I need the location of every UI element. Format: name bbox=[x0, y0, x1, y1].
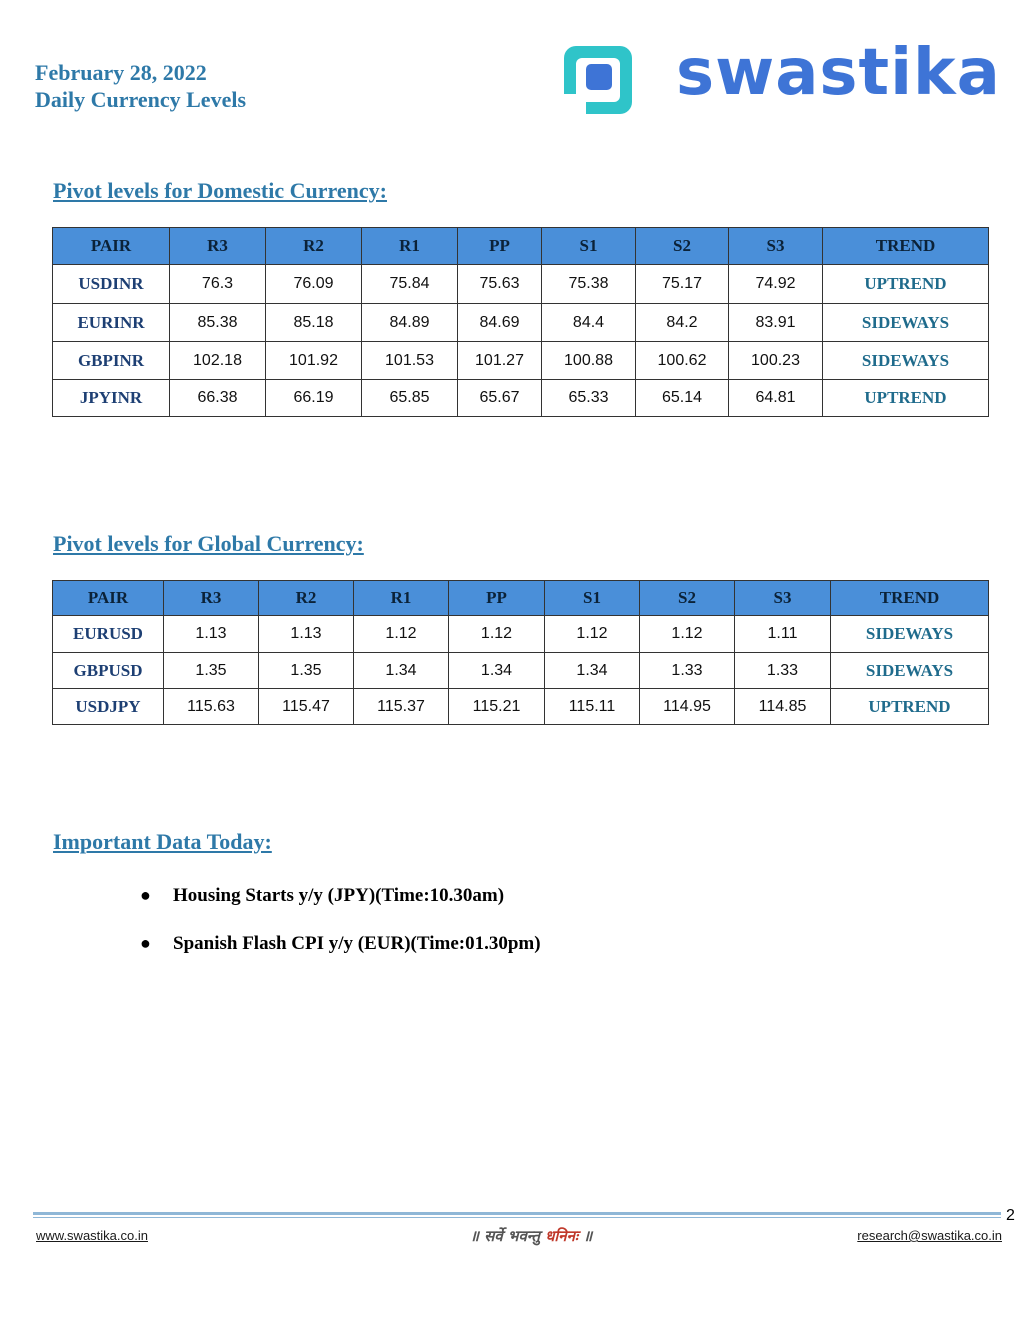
level-cell-s1: 75.38 bbox=[542, 265, 636, 304]
level-cell-r1: 75.84 bbox=[362, 265, 458, 304]
pair-cell: GBPINR bbox=[53, 342, 170, 380]
level-cell-r3: 1.13 bbox=[164, 616, 259, 653]
column-header-s2: S2 bbox=[636, 228, 729, 265]
footer-divider bbox=[33, 1212, 1001, 1215]
table-row bbox=[53, 689, 989, 725]
level-cell-s1: 115.11 bbox=[545, 689, 640, 725]
pair-cell: GBPUSD bbox=[53, 653, 164, 689]
level-cell-s2: 1.33 bbox=[640, 653, 735, 689]
level-cell-pp: 75.63 bbox=[458, 265, 542, 304]
column-header-pp: PP bbox=[449, 581, 545, 616]
swastika-logo bbox=[560, 36, 1001, 120]
column-header-trend: TREND bbox=[823, 228, 989, 265]
level-cell-pp: 1.34 bbox=[449, 653, 545, 689]
bullet-icon: ● bbox=[140, 933, 151, 953]
level-cell-s2: 75.17 bbox=[636, 265, 729, 304]
level-cell-r3: 85.38 bbox=[170, 304, 266, 342]
column-header-s1: S1 bbox=[542, 228, 636, 265]
level-cell-r1: 115.37 bbox=[354, 689, 449, 725]
level-cell-s3: 64.81 bbox=[729, 380, 823, 417]
column-header-r2: R2 bbox=[259, 581, 354, 616]
column-header-r3: R3 bbox=[164, 581, 259, 616]
table-row bbox=[53, 265, 989, 304]
level-cell-s1: 65.33 bbox=[542, 380, 636, 417]
trend-cell: SIDEWAYS bbox=[823, 342, 989, 380]
level-cell-r2: 101.92 bbox=[266, 342, 362, 380]
level-cell-pp: 115.21 bbox=[449, 689, 545, 725]
global-section-title: Pivot levels for Global Currency: bbox=[53, 531, 364, 556]
level-cell-s1: 1.34 bbox=[545, 653, 640, 689]
level-cell-s3: 1.33 bbox=[735, 653, 831, 689]
table-row bbox=[53, 380, 989, 417]
column-header-s3: S3 bbox=[729, 228, 823, 265]
level-cell-s2: 100.62 bbox=[636, 342, 729, 380]
level-cell-s2: 1.12 bbox=[640, 616, 735, 653]
column-header-pair: PAIR bbox=[53, 228, 170, 265]
column-header-trend: TREND bbox=[831, 581, 989, 616]
list-item: ● Spanish Flash CPI y/y (EUR)(Time:01.30pm) bbox=[140, 933, 541, 954]
level-cell-r1: 65.85 bbox=[362, 380, 458, 417]
website-link[interactable]: www.swastika.co.in bbox=[36, 1228, 148, 1243]
column-header-pair: PAIR bbox=[53, 581, 164, 616]
column-header-r3: R3 bbox=[170, 228, 266, 265]
level-cell-s2: 65.14 bbox=[636, 380, 729, 417]
logo-wordmark: swastika bbox=[676, 36, 1001, 110]
level-cell-s2: 84.2 bbox=[636, 304, 729, 342]
trend-cell: SIDEWAYS bbox=[823, 304, 989, 342]
level-cell-r1: 1.12 bbox=[354, 616, 449, 653]
footer-motto: ॥ सर्वे भवन्तु धनिनः ॥ bbox=[470, 1227, 593, 1245]
trend-cell: UPTREND bbox=[823, 380, 989, 417]
column-header-s2: S2 bbox=[640, 581, 735, 616]
trend-cell: UPTREND bbox=[823, 265, 989, 304]
swastika-logo-icon bbox=[560, 42, 636, 118]
column-header-pp: PP bbox=[458, 228, 542, 265]
trend-cell: UPTREND bbox=[831, 689, 989, 725]
level-cell-s3: 74.92 bbox=[729, 265, 823, 304]
important-data-list bbox=[140, 885, 541, 981]
bullet-icon: ● bbox=[140, 885, 151, 905]
list-item: ● Housing Starts y/y (JPY)(Time:10.30am) bbox=[140, 885, 505, 906]
column-header-s3: S3 bbox=[735, 581, 831, 616]
level-cell-s2: 114.95 bbox=[640, 689, 735, 725]
level-cell-r3: 1.35 bbox=[164, 653, 259, 689]
level-cell-s1: 1.12 bbox=[545, 616, 640, 653]
pair-cell: EURUSD bbox=[53, 616, 164, 653]
level-cell-r3: 115.63 bbox=[164, 689, 259, 725]
table-row bbox=[53, 616, 989, 653]
report-date: February 28, 2022 bbox=[35, 60, 207, 85]
level-cell-s3: 100.23 bbox=[729, 342, 823, 380]
level-cell-r2: 76.09 bbox=[266, 265, 362, 304]
level-cell-pp: 1.12 bbox=[449, 616, 545, 653]
level-cell-s1: 84.4 bbox=[542, 304, 636, 342]
important-section-title: Important Data Today: bbox=[53, 829, 272, 854]
email-link[interactable]: research@swastika.co.in bbox=[857, 1228, 1002, 1243]
level-cell-pp: 84.69 bbox=[458, 304, 542, 342]
level-cell-r1: 1.34 bbox=[354, 653, 449, 689]
column-header-r1: R1 bbox=[354, 581, 449, 616]
level-cell-r3: 66.38 bbox=[170, 380, 266, 417]
domestic-pivot-table bbox=[52, 227, 989, 417]
level-cell-r1: 84.89 bbox=[362, 304, 458, 342]
table-row bbox=[53, 304, 989, 342]
trend-cell: SIDEWAYS bbox=[831, 616, 989, 653]
level-cell-pp: 65.67 bbox=[458, 380, 542, 417]
page-number: 2 bbox=[1006, 1207, 1015, 1224]
level-cell-r3: 102.18 bbox=[170, 342, 266, 380]
level-cell-r2: 1.13 bbox=[259, 616, 354, 653]
column-header-r2: R2 bbox=[266, 228, 362, 265]
table-row bbox=[53, 653, 989, 689]
table-row bbox=[53, 342, 989, 380]
global-pivot-table bbox=[52, 580, 989, 725]
column-header-s1: S1 bbox=[545, 581, 640, 616]
pair-cell: USDINR bbox=[53, 265, 170, 304]
level-cell-s1: 100.88 bbox=[542, 342, 636, 380]
trend-cell: SIDEWAYS bbox=[831, 653, 989, 689]
report-subtitle: Daily Currency Levels bbox=[35, 87, 247, 112]
column-header-r1: R1 bbox=[362, 228, 458, 265]
level-cell-r2: 1.35 bbox=[259, 653, 354, 689]
pair-cell: EURINR bbox=[53, 304, 170, 342]
pair-cell: JPYINR bbox=[53, 380, 170, 417]
level-cell-s3: 83.91 bbox=[729, 304, 823, 342]
pair-cell: USDJPY bbox=[53, 689, 164, 725]
level-cell-pp: 101.27 bbox=[458, 342, 542, 380]
domestic-section-title: Pivot levels for Domestic Currency: bbox=[53, 178, 387, 203]
level-cell-s3: 114.85 bbox=[735, 689, 831, 725]
level-cell-r2: 85.18 bbox=[266, 304, 362, 342]
level-cell-s3: 1.11 bbox=[735, 616, 831, 653]
level-cell-r1: 101.53 bbox=[362, 342, 458, 380]
level-cell-r3: 76.3 bbox=[170, 265, 266, 304]
footer-divider-thin bbox=[33, 1217, 1001, 1218]
level-cell-r2: 66.19 bbox=[266, 380, 362, 417]
level-cell-r2: 115.47 bbox=[259, 689, 354, 725]
